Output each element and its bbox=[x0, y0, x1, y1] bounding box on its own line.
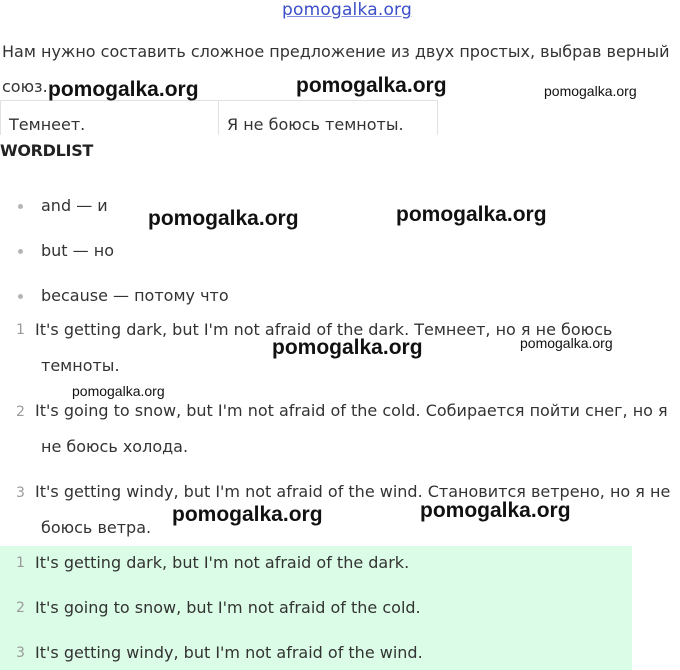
bullet-icon bbox=[18, 204, 23, 209]
watermark: pomogalka.org bbox=[48, 78, 199, 101]
watermark: pomogalka.org bbox=[520, 335, 613, 351]
watermark: pomogalka.org bbox=[544, 83, 637, 99]
header-watermark[interactable]: pomogalka.org bbox=[282, 0, 412, 20]
wordlist-item-text: and — и bbox=[41, 196, 108, 215]
answer-number: 1 bbox=[16, 555, 25, 571]
watermark: pomogalka.org bbox=[172, 503, 323, 526]
translation-number: 1 bbox=[16, 322, 25, 338]
answer-line: It's getting windy, but I'm not afraid of the wind. bbox=[35, 643, 423, 662]
wordlist-item-text: because — потому что bbox=[41, 286, 229, 305]
translation-line: It's getting windy, but I'm not afraid of the wind. Становится ветрено, но я не bbox=[35, 482, 671, 501]
wordlist-item bbox=[41, 241, 114, 260]
wordlist-title: WORDLIST bbox=[0, 141, 94, 160]
example-table bbox=[0, 100, 438, 135]
wordlist-item bbox=[41, 286, 229, 305]
translation-line: темноты. bbox=[41, 356, 120, 375]
table-cell-1: Темнеет. bbox=[0, 101, 218, 135]
translation-number: 3 bbox=[16, 485, 25, 501]
translation-line: не боюсь холода. bbox=[41, 437, 189, 456]
answer-number: 3 bbox=[16, 645, 25, 661]
translation-number: 2 bbox=[16, 404, 25, 420]
translation-line: It's getting dark, but I'm not afraid of the dark. Темнеет, но я не боюсь bbox=[35, 320, 613, 339]
bullet-icon bbox=[18, 249, 23, 254]
answer-line: It's going to snow, but I'm not afraid of the cold. bbox=[35, 598, 421, 617]
answer-line: It's getting dark, but I'm not afraid of the dark. bbox=[35, 553, 410, 572]
watermark: pomogalka.org bbox=[420, 499, 571, 522]
intro-line-2: союз. bbox=[2, 77, 48, 96]
wordlist-item bbox=[41, 196, 108, 215]
watermark: pomogalka.org bbox=[72, 383, 165, 399]
watermark: pomogalka.org bbox=[272, 336, 423, 359]
table-cell-2: Я не боюсь темноты. bbox=[218, 101, 438, 135]
watermark: pomogalka.org bbox=[396, 203, 547, 226]
intro-line-1: Нам нужно составить сложное предложение из двух простых, выбрав верный bbox=[2, 42, 670, 61]
bullet-icon bbox=[18, 294, 23, 299]
answer-number: 2 bbox=[16, 600, 25, 616]
watermark: pomogalka.org bbox=[148, 207, 299, 230]
watermark: pomogalka.org bbox=[296, 74, 447, 97]
translation-line: It's going to snow, but I'm not afraid of the cold. Собирается пойти снег, но я bbox=[35, 401, 668, 420]
wordlist-item-text: but — но bbox=[41, 241, 114, 260]
translation-line: боюсь ветра. bbox=[41, 518, 152, 537]
